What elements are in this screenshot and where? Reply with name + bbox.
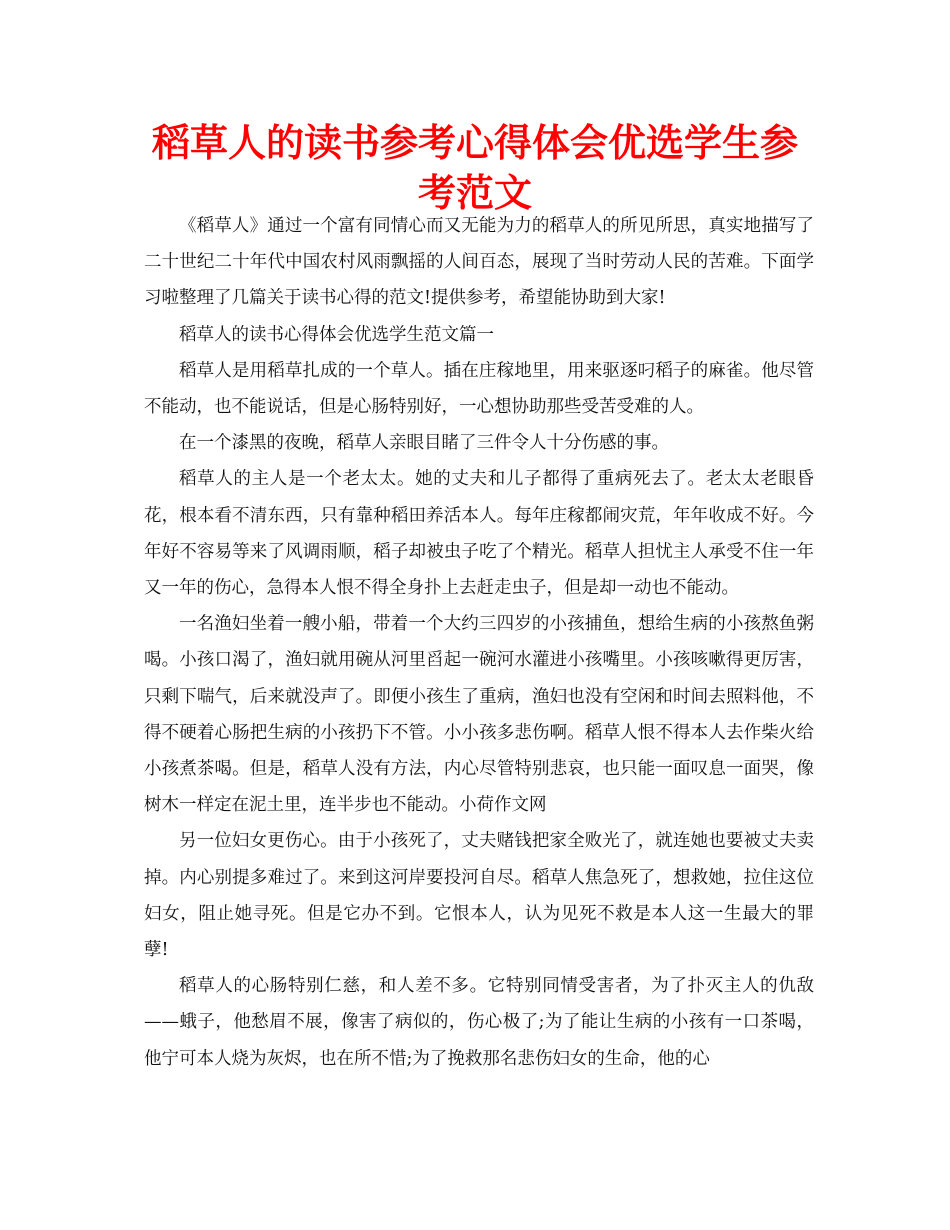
- paragraph: 稻草人的心肠特别仁慈，和人差不多。它特别同情受害者，为了扑灭主人的仇敌——蛾子，他愁眉不展，像害了病似的，伤心极了;为了能让生病的小孩有一口茶喝，他宁可本人烧为灰烬，也在所不惜;为了挽救那名悲伤妇女的生命，他的心: [144, 976, 814, 1069]
- paragraph-intro: 《稻草人》通过一个富有同情心而又无能为力的稻草人的所见所思，真实地描写了二十世纪二十年代中国农村风雨飘摇的人间百态，展现了当时劳动人民的苦难。下面学习啦整理了几篇关于读书心得的范文!提供参考，希望能协助到大家!: [144, 216, 814, 309]
- paragraph: 稻草人的主人是一个老太太。她的丈夫和儿子都得了重病死去了。老太太老眼昏花，根本看不清东西，只有靠种稻田养活本人。每年庄稼都闹灾荒，年年收成不好。今年好不容易等来了风调雨顺，稻子却被虫子吃了个精光。稻草人担忧主人承受不住一年又一年的伤心，急得本人恨不得全身扑上去赶走虫子，但是却一动也不能动。: [144, 469, 814, 599]
- document-title: 稻草人的读书参考心得体会优选学生参考范文: [151, 121, 798, 215]
- paragraph: 稻草人是用稻草扎成的一个草人。插在庄稼地里，用来驱逐叼稻子的麻雀。他尽管不能动，也不能说话，但是心肠特别好，一心想协助那些受苦受难的人。: [144, 360, 814, 418]
- paragraph-section-heading: 稻草人的读书心得体会优选学生范文篇一: [179, 324, 494, 345]
- document-body: [144, 208, 814, 1077]
- paragraph: 在一个漆黑的夜晚，稻草人亲眼目睹了三件令人十分伤感的事。: [179, 433, 669, 454]
- paragraph: 另一位妇女更伤心。由于小孩死了，丈夫赌钱把家全败光了，就连她也要被丈夫卖掉。内心别提多难过了。来到这河岸要投河自尽。稻草人焦急死了，想救她，拉住这位妇女，阻止她寻死。但是它办不到。它恨本人，认为见死不救是本人这一生最大的罪孽!: [144, 831, 814, 961]
- paragraph: 一名渔妇坐着一艘小船，带着一个大约三四岁的小孩捕鱼，想给生病的小孩熬鱼粥喝。小孩口渴了，渔妇就用碗从河里舀起一碗河水灌进小孩嘴里。小孩咳嗽得更厉害，只剩下喘气，后来就没声了。即便小孩生了重病，渔妇也没有空闲和时间去照料他，不得不硬着心肠把生病的小孩扔下不管。小小孩多悲伤啊。稻草人恨不得本人去作柴火给小孩煮茶喝。但是，稻草人没有方法，内心尽管特别悲哀，也只能一面叹息一面哭，像树木一样定在泥土里，连半步也不能动。小荷作文网: [144, 614, 814, 816]
